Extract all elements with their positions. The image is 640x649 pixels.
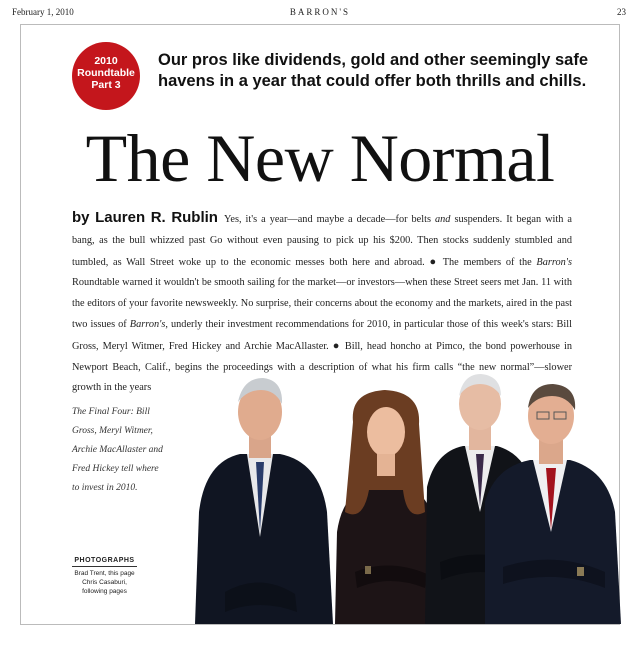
- body-p1-and: and: [434, 214, 451, 225]
- credit-line-1: Brad Trent, this page: [74, 570, 135, 577]
- bullet-icon: ●: [332, 339, 341, 352]
- body-p3: Bill, head honcho at Pimco, the bond powerhouse in Newport Beach, Calif., begins the proceedings with a description of what his firm calls “the new normal”—slower growth in the years: [72, 340, 572, 394]
- photo-credits: [72, 556, 137, 596]
- issue-date: February 1, 2010: [12, 7, 74, 17]
- portrait-woman: [335, 390, 441, 624]
- masthead: BARRON'S: [289, 7, 351, 17]
- photo-caption: The Final Four: Bill Gross, Meryl Witmer, Archie MacAllaster and Fred Hickey tell where to invest in 2010.: [72, 407, 163, 493]
- article-headline: The New Normal: [85, 120, 555, 196]
- body-p1-a: Yes, it's a year—and maybe a decade—for belts: [223, 214, 435, 225]
- roundtable-badge: [72, 42, 140, 110]
- article-deck: Our pros like dividends, gold and other seemingly safe havens in a year that could offer both thrills and chills.: [158, 51, 589, 90]
- page-header: [0, 0, 640, 24]
- body-p2-barrons: Barron's: [536, 256, 572, 268]
- credit-line-2: Chris Casaburi,: [82, 579, 127, 586]
- body-p2-b: Roundtable warned it wouldn't be smooth sailing for the market—or investors—when these Street seers met Jan. 11 with the editors of your favorite newsweekly. No surprise, their concerns about the economy and the markets, aired in the past two issues of: [72, 277, 572, 330]
- portrait-man-right: [485, 384, 621, 624]
- byline: by Lauren R. Rublin: [72, 209, 218, 226]
- credits-heading: PHOTOGRAPHS: [72, 556, 137, 567]
- body-p2-a: The members of the: [438, 256, 537, 268]
- body-p2-barrons2: Barron's: [129, 318, 166, 330]
- badge-part: Part 3: [91, 79, 121, 91]
- credit-line-3: following pages: [82, 588, 127, 595]
- group-portrait-photo: [185, 362, 625, 624]
- bullet-icon: ●: [429, 255, 439, 268]
- body-p2-c: , underly their investment recommendations for 2010, in particular those of this week's stars: Bill Gross, Meryl Witmer, Fred Hickey and Archie MacAllaster.: [72, 318, 572, 352]
- badge-year: 2010: [94, 55, 118, 67]
- badge-series: Roundtable: [77, 67, 135, 79]
- body-p1-b: suspenders. It began with a bang, as the bull whizzed past Go without even pausing to pick up his $200. Then stocks suddenly stumbled and tumbled, as Wall Street woke up to the economic messes both here and abroad.: [72, 214, 572, 268]
- portrait-man-left: [195, 378, 333, 624]
- page-number: 23: [617, 7, 626, 17]
